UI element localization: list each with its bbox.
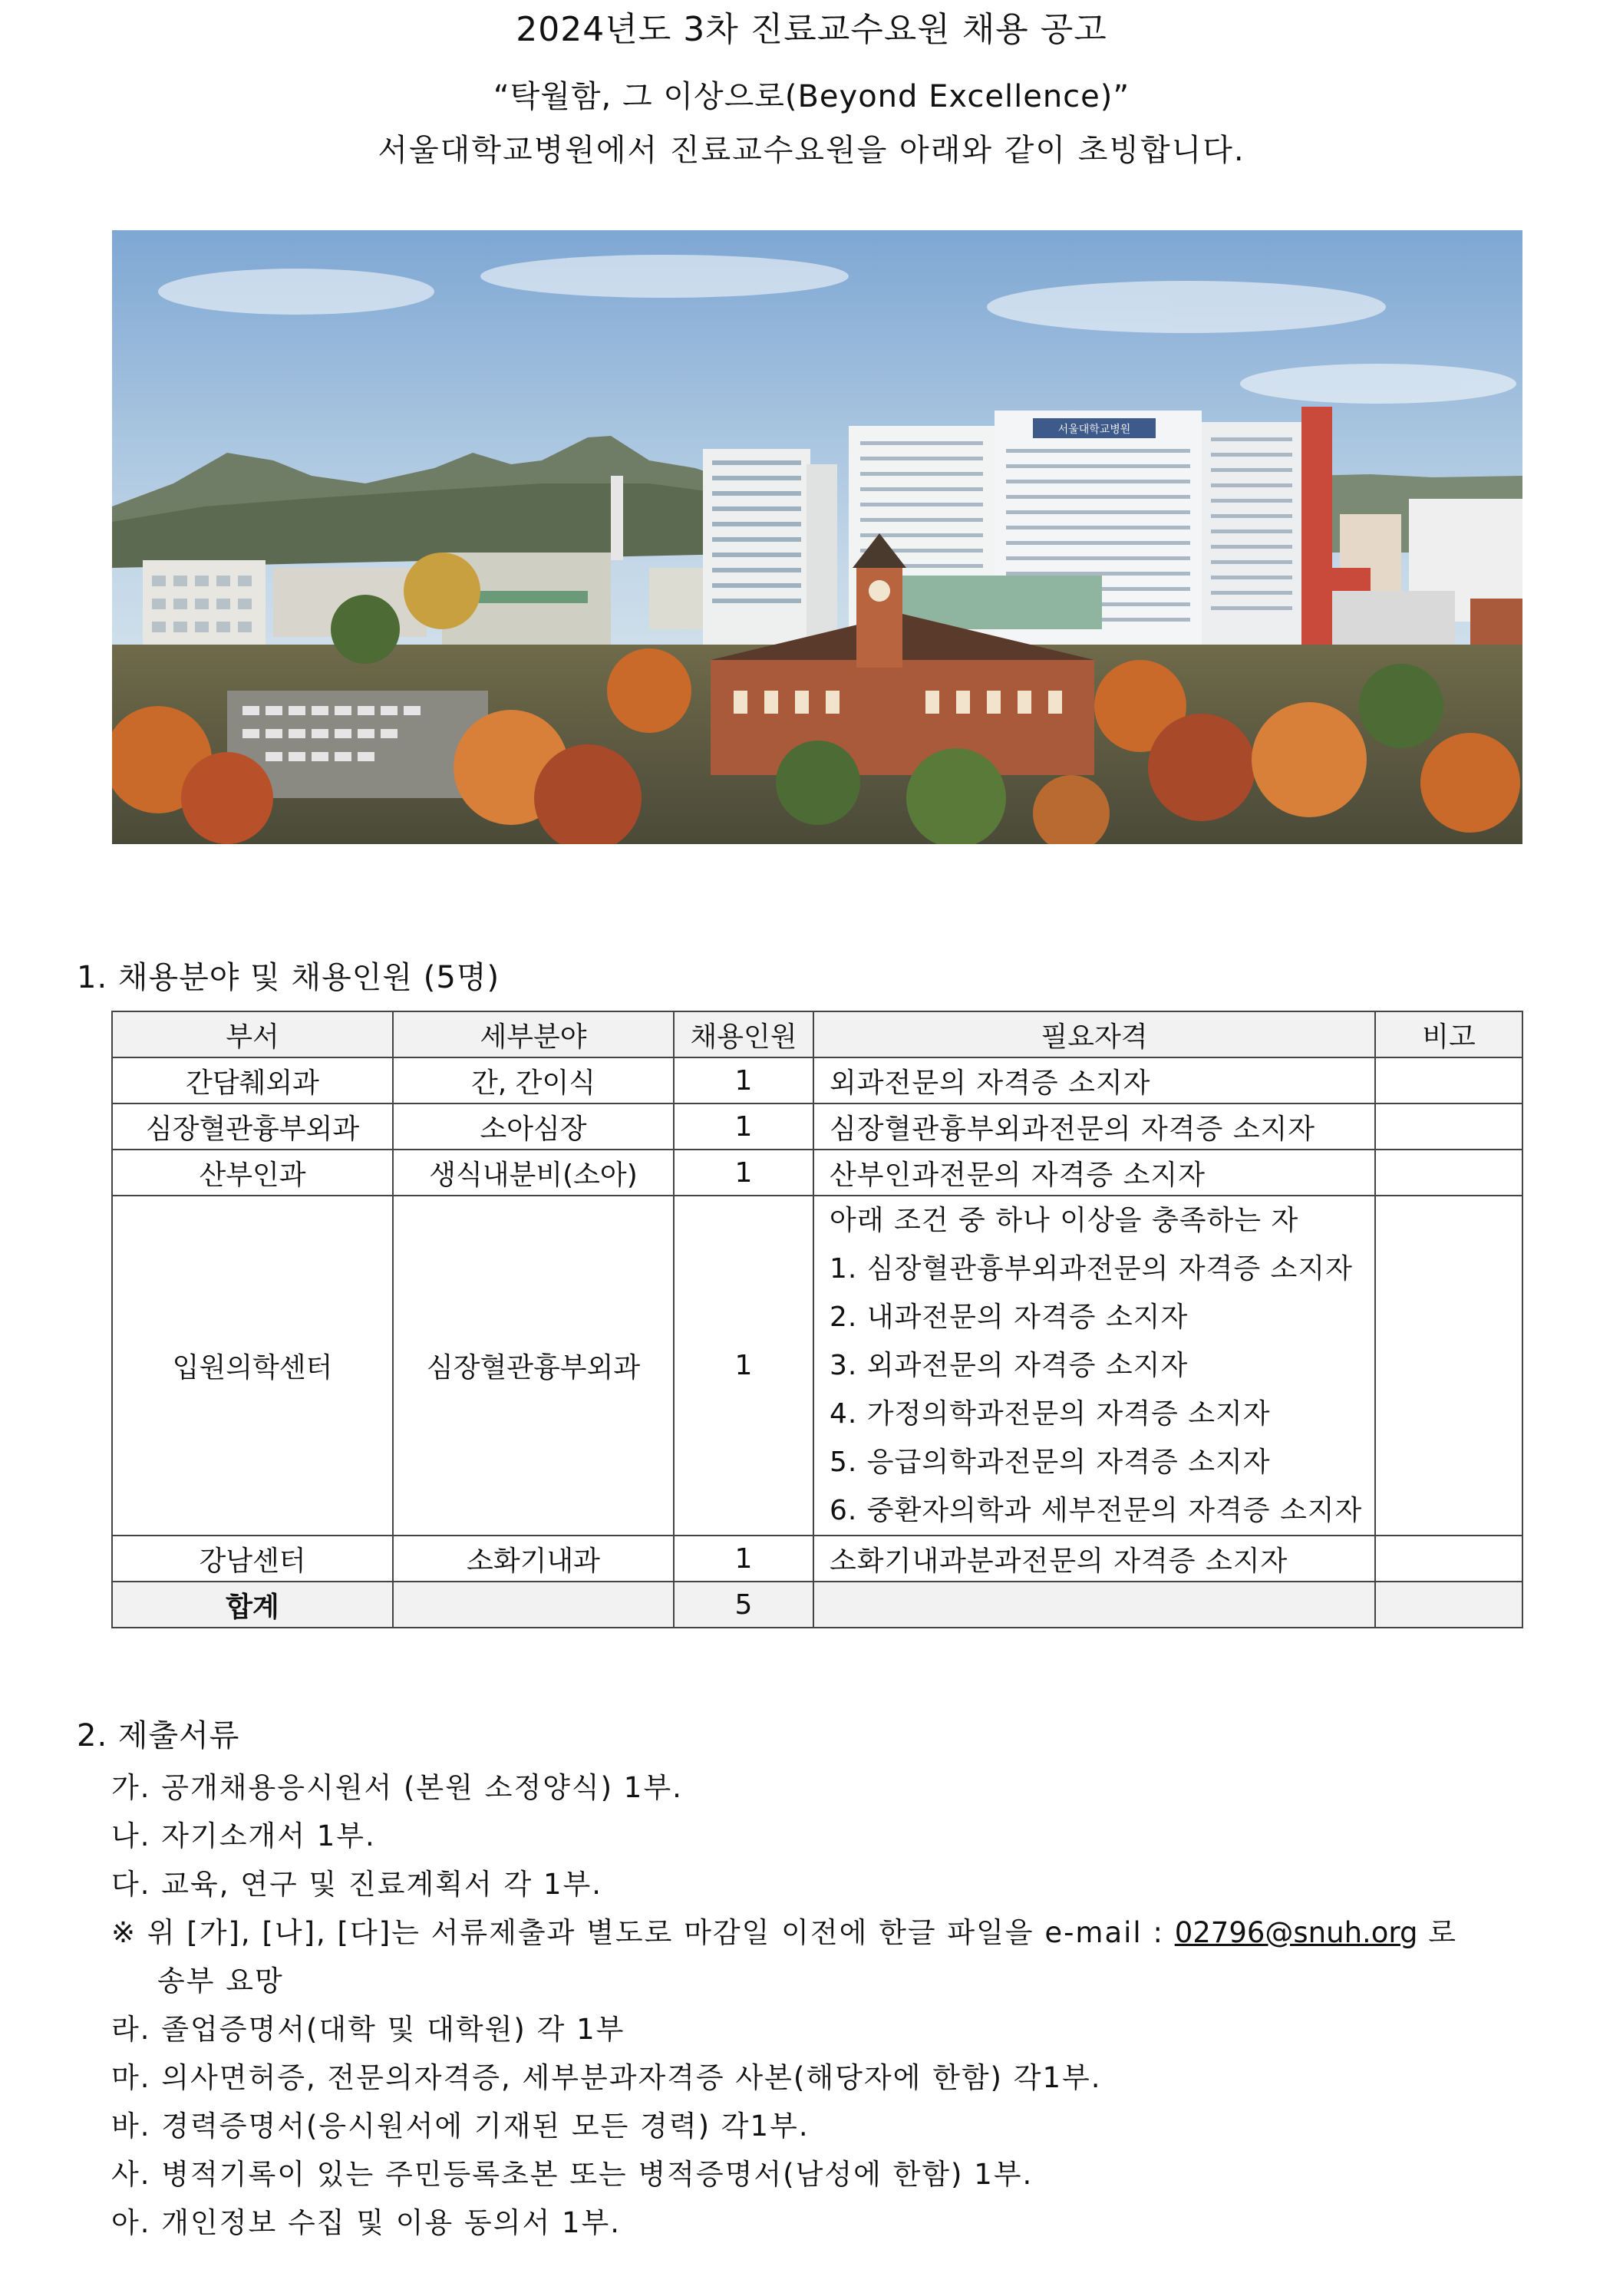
qualification-cell: 외과전문의 자격증 소지자 — [813, 1057, 1375, 1103]
invitation-text: 서울대학교병원에서 진료교수요원을 아래와 같이 초빙합니다. — [378, 133, 1245, 168]
count-cell: 1 — [674, 1150, 813, 1196]
document-item: 아. 개인정보 수집 및 이용 동의서 1부. — [111, 2206, 622, 2239]
column-header-count: 채용인원 — [674, 1011, 813, 1057]
note-cell — [1375, 1103, 1522, 1150]
qualification-cell: 소화기내과분과전문의 자격증 소지자 — [813, 1536, 1375, 1582]
note-suffix: 로 — [1417, 1916, 1457, 1949]
document-item: 바. 경력증명서(응시원서에 기재된 모든 경력) 각1부. — [111, 2110, 810, 2143]
qualification-line: 5. 응급의학과전문의 자격증 소지자 — [830, 1447, 1271, 1478]
dept-cell: 강남센터 — [112, 1536, 393, 1582]
table-row-inpatient — [112, 1196, 1522, 1536]
email-link[interactable]: 02796@snuh.org — [1174, 1916, 1418, 1949]
submission-note — [111, 1908, 1569, 1957]
count-cell: 1 — [674, 1057, 813, 1103]
note-cell — [1375, 1150, 1522, 1196]
qualification-line: 아래 조건 중 하나 이상을 충족하는 자 — [830, 1205, 1299, 1236]
column-header-qualification: 필요자격 — [813, 1011, 1375, 1057]
page-title: 2024년도 3차 진료교수요원 채용 공고 — [516, 10, 1107, 49]
total-note-cell — [1375, 1582, 1522, 1628]
dept-cell: 산부인과 — [112, 1150, 393, 1196]
field-cell: 소화기내과 — [393, 1536, 674, 1582]
table-row — [112, 1536, 1522, 1582]
slogan: “탁월함, 그 이상으로(Beyond Excellence)” — [493, 79, 1130, 114]
total-count: 5 — [674, 1582, 813, 1628]
count-cell: 1 — [674, 1536, 813, 1582]
field-cell: 간, 간이식 — [393, 1057, 674, 1103]
column-header-field: 세부분야 — [393, 1011, 674, 1057]
dept-cell: 심장혈관흉부외과 — [112, 1103, 393, 1150]
hospital-photo — [112, 230, 1522, 844]
qualification-line: 4. 가정의학과전문의 자격증 소지자 — [830, 1398, 1271, 1430]
table-row-total — [112, 1582, 1522, 1628]
qualification-line: 6. 중환자의학과 세부전문의 자격증 소지자 — [830, 1495, 1363, 1526]
table-header-row — [112, 1011, 1522, 1057]
qualification-cell: 산부인과전문의 자격증 소지자 — [813, 1150, 1375, 1196]
qualification-cell-multiline — [813, 1196, 1375, 1536]
qualification-line: 3. 외과전문의 자격증 소지자 — [830, 1350, 1189, 1381]
document-item: 사. 병적기록이 있는 주민등록초본 또는 병적증명서(남성에 한함) 1부. — [111, 2158, 1034, 2191]
total-qualification-cell — [813, 1582, 1375, 1628]
qualification-cell: 심장혈관흉부외과전문의 자격증 소지자 — [813, 1103, 1375, 1150]
document-item: 가. 공개채용응시원서 (본원 소정양식) 1부. — [111, 1771, 683, 1804]
count-cell: 1 — [674, 1103, 813, 1150]
qualification-line: 2. 내과전문의 자격증 소지자 — [830, 1301, 1189, 1333]
note-cell — [1375, 1057, 1522, 1103]
section1-heading: 1. 채용분야 및 채용인원 (5명) — [77, 960, 500, 995]
count-cell: 1 — [674, 1196, 813, 1536]
table-row — [112, 1103, 1522, 1150]
qualification-line: 1. 심장혈관흉부외과전문의 자격증 소지자 — [830, 1253, 1353, 1285]
note-prefix: ※ 위 [가], [나], [다]는 서류제출과 별도로 마감일 이전에 한글 파일을 e-mail : — [111, 1916, 1175, 1949]
note-continuation: 송부 요망 — [157, 1964, 284, 1997]
document-item: 다. 교육, 연구 및 진료계획서 각 1부. — [111, 1868, 603, 1901]
field-cell: 소아심장 — [393, 1103, 674, 1150]
total-field-cell — [393, 1582, 674, 1628]
dept-cell: 간담췌외과 — [112, 1057, 393, 1103]
document-item: 나. 자기소개서 1부. — [111, 1819, 376, 1852]
note-cell — [1375, 1536, 1522, 1582]
field-cell: 생식내분비(소아) — [393, 1150, 674, 1196]
table-row — [112, 1057, 1522, 1103]
section2-heading: 2. 제출서류 — [77, 1718, 240, 1753]
document-item: 라. 졸업증명서(대학 및 대학원) 각 1부 — [111, 2013, 625, 2046]
dept-cell: 입원의학센터 — [112, 1196, 393, 1536]
table-row — [112, 1150, 1522, 1196]
total-label: 합계 — [112, 1582, 393, 1628]
column-header-note: 비고 — [1375, 1011, 1522, 1057]
note-cell — [1375, 1196, 1522, 1536]
column-header-dept: 부서 — [112, 1011, 393, 1057]
document-list — [111, 1763, 1569, 2247]
field-cell: 심장혈관흉부외과 — [393, 1196, 674, 1536]
recruitment-table — [111, 1011, 1523, 1628]
document-item: 마. 의사면허증, 전문의자격증, 세부분과자격증 사본(해당자에 한함) 각1부. — [111, 2061, 1102, 2094]
hospital-sign: 서울대학교병원 — [1057, 424, 1131, 436]
